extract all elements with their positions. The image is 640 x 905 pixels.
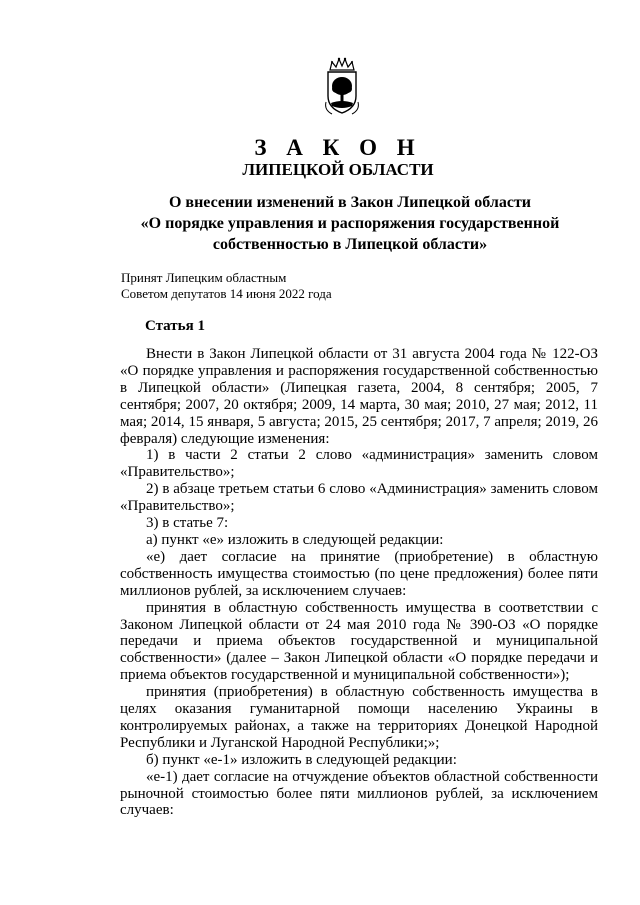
adoption-line: Советом депутатов 14 июня 2022 года <box>121 286 332 301</box>
paragraph: «е) дает согласие на принятие (приобретение) в областную собственность имущества стоимостью (по цене предложения) более пяти миллионов рублей, за исключением случаев: <box>120 548 598 599</box>
heading-line: «О порядке управления и распоряжения государственной <box>140 215 560 232</box>
document-type-title: З А К О Н <box>254 135 422 160</box>
list-item: а) пункт «е» изложить в следующей редакции: <box>146 531 444 548</box>
adoption-line: Принят Липецким областным <box>121 270 287 285</box>
paragraph: принятия (приобретения) в областную собственность имущества в целях оказания гуманитарной помощи населению Украины в контролируемых районах, а также на территориях Донецкой Народной Республики и Луганской Народной Республики;»; <box>120 684 598 751</box>
region-title: ЛИПЕЦКОЙ ОБЛАСТИ <box>242 160 434 179</box>
law-heading <box>110 192 590 255</box>
heading-line: О внесении изменений в Закон Липецкой области <box>168 194 532 211</box>
list-item: б) пункт «е-1» изложить в следующей редакции: <box>146 751 457 768</box>
heading-line: собственностью в Липецкой области» <box>212 236 488 253</box>
paragraph: Внести в Закон Липецкой области от 31 августа 2004 года № 122-ОЗ «О порядке управления и распоряжения государственной собственностью в Липецкой области» (Липецкая газета, 2004, 8 сентября; 2005, 7 сентября; 2007, 20 октября; 2009, 14 марта, 30 мая; 2010, 27 мая; 2012, 11 мая; 2014, 15 января, 5 августа; 2015, 25 сентября; 2017, 7 апреля; 2019, 26 февраля) следующие изменения: <box>120 346 598 447</box>
adoption-note <box>121 270 332 302</box>
article-title: Статья 1 <box>145 318 205 334</box>
list-item: 3) в статье 7: <box>146 515 229 532</box>
lipetsk-coat-of-arms-icon <box>322 56 362 116</box>
article-body <box>120 346 598 819</box>
list-item: 2) в абзаце третьем статьи 6 слово «Администрация» заменить словом «Правительство»; <box>120 481 598 515</box>
paragraph: «е-1) дает согласие на отчуждение объектов областной собственности рыночной стоимостью более пяти миллионов рублей, за исключением случаев: <box>120 768 598 819</box>
list-item: 1) в части 2 статьи 2 слово «администрация» заменить словом «Правительство»; <box>120 447 598 481</box>
paragraph: принятия в областную собственность имущества в соответствии с Законом Липецкой области от 24 мая 2010 года № 390-ОЗ «О порядке передачи и приема объектов государственной и муниципальной собственности» (далее – Закон Липецкой области «О порядке передачи и приема объектов государственной и муниципальной собственности»); <box>120 599 598 684</box>
